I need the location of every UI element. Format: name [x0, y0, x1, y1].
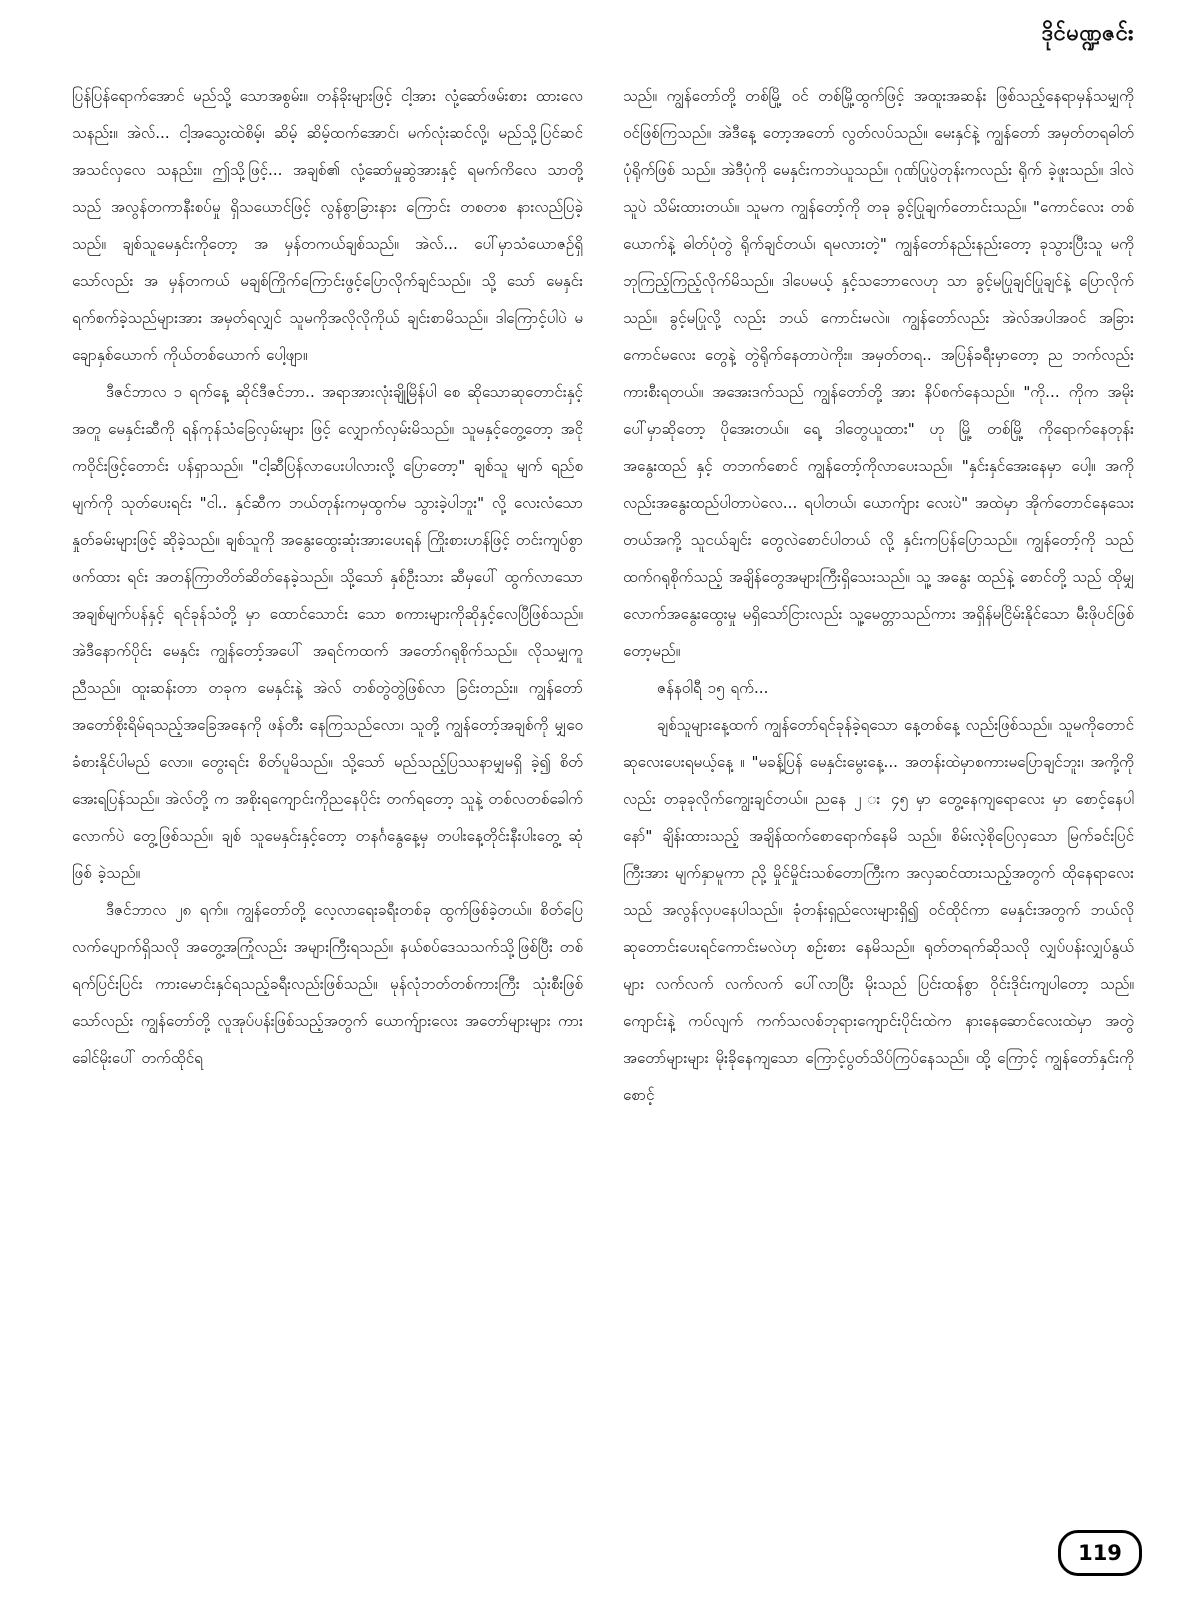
paragraph: ဇန်နဝါရီ ၁၅ ရက်... — [657, 679, 769, 697]
page-number: 119 — [1058, 1530, 1142, 1576]
text-columns — [72, 78, 1134, 1480]
paragraph: သည်။ ကျွန်တော်တို့ တစ်မြို့ ဝင် တစ်မြို့ထွက်ဖြင့် အထူးအဆန်း ဖြစ်သည့်နေရာမှန်သမျှကို ဝင်ဖြစ်ကြသည်။ အဲဒီနေ့ တော့အတော် လွတ်လပ်သည်။ မေးနှင်နဲ့ ကျွန်တော် အမှတ်တရဓါတ်ပုံရိုက်ဖြစ် သည်။ အဲဒီပုံကို မေနှင်းကဘဲယူသည်။ ဂုဏ်ပြုပွဲတုန်းကလည်း ရိုက် ခဲ့ဖူးသည်။ ဒါလဲသူပဲ သိမ်းထားတယ်။ သူမက ကျွန်တော့်ကို တခု ခွင့်ပြုချက်တောင်းသည်။ "ကောင်လေး တစ်ယောက်နဲ့ ဓါတ်ပုံတွဲ ရိုက်ချင်တယ်၊ ရမလားတဲ့" ကျွန်တော်နည်းနည်းတော့ ခုသွားပြီးသူ မကို ဘုကြည့်ကြည့်လိုက်မိသည်။ ဒါပေမယ့် နှင့်သဘောလေဟု သာ ခွင့်မပြုချင်ပြုချင်နဲ့ ပြောလိုက်သည်။ ခွင့်မပြုလို့ လည်း ဘယ် ကောင်းမလဲ။ ကျွန်တော်လည်း အဲလ်အပါအဝင် အခြားကောင်မလေး တွေနဲ့ တွဲရိုက်နေတာပဲကိုး။ အမှတ်တရ.. အပြန်ခရီးမှာတော့ ည ဘက်လည်းကားစီးရတယ်။ အအေးဒက်သည် ကျွန်တော်တို့ အား နိပ်စက်နေသည်။ "ကို... ကိုက အမိုးပေါ်မှာဆိုတော့ ပိုအေးတယ်။ ရေ့ ဒါတွေယူထား" ဟု မြို့ တစ်မြို့ ကိုရောက်နေတုန်း အနွေးထည် နှင့် တဘက်စောင် ကျွန်တော့်ကိုလာပေးသည်။ "နှင်းနှင်အေးနေမှာ ပေါ့။ အကိုလည်းအနွေးထည်ပါတာပဲလေ... ရပါတယ်၊ ယောက်ျား လေးပဲ" အထဲမှာ အိုက်တောင်နေသေးတယ်အကို့ သူငယ်ချင်း တွေလဲစောင်ပါတယ် လို့ နှင်းကပြန်ပြောသည်။ ကျွန်တော့်ကို သည် ထက်ဂရုစိုက်သည့် အချိန်တွေအများကြီးရှိသေးသည်။ သူ့ အနွေး ထည်နဲ့ စောင်တို့ သည် ထိုမျှလောက်အနွေးထွေးမှု မရှိသော်ငြားလည်း သူ့မေတ္တာသည်ကား အရှိန်မငြိမ်းနိုင်သော မီးဖိုပင်ဖြစ်တော့မည်။ — [623, 87, 1134, 660]
running-header: ဒိုင်မဏ္ဍဇင်း — [1041, 21, 1134, 46]
paragraph: ဒီဇင်ဘာလ ၁ ရက်နေ့ ဆိုင်ဒီဇင်ဘာ.. အရာအားလုံးချို့မြိန်ပါ စေ ဆိုသောဆုတောင်းနှင့်အတူ မေနှင်းဆီကို ရန်ကုန်သံခြေလှမ်းများ ဖြင့် လျှောက်လှမ်းမိသည်။ သူမနှင့်တွေ့တော့ အငိုကဝိုင်းဖြင့်တောင်း ပန်ရှာသည်။ "ငါ့ဆီပြန်လာပေးပါလားလို့ ပြောတော့" ချစ်သူ မျက် ရည်စမျက်ကို သုတ်ပေးရင်း "ငါ.. နှင်ဆီက ဘယ်တုန်းကမှထွက်မ သွားခဲ့ပါဘူး" လို့ လေးလံသော နှုတ်ခမ်းများဖြင့် ဆိုခဲ့သည်။ ချစ်သူကို အနွေးထွေးဆုံးအားပေးရန် ကြိုးစားဟန်ဖြင့် တင်းကျပ်စွာဖက်ထား ရင်း အတန်ကြာတိတ်ဆိတ်နေခဲ့သည်။ သို့သော် နှစ်ဦးသား ဆီမှပေါ် ထွက်လာသော အချစ်မျက်ပန်နှင့် ရင်ခုန်သံတို့ မှာ ထောင်သောင်း သော စကားများကိုဆိုနှင့်လေပြီဖြစ်သည်။ အဲဒီနောက်ပိုင်း မေနှင်း ကျွန်တော့်အပေါ် အရင်ကထက် အတော်ဂရုစိုက်သည်။ လိုသမျှကူ ညီသည်။ ထူးဆန်းတာ တခုက မေနှင်းနဲ့ အဲလ် တစ်တွဲတွဲဖြစ်လာ ခြင်းတည်း။ ကျွန်တော်အတော်စိုးရိမ်ရသည့်အခြေအနေကို ဖန်တီး နေကြသည်လော၊ သူတို့ ကျွန်တော့်အချစ်ကို မျှဝေခံစားနိုင်ပါမည် လော။ တွေးရင်း စိတ်ပူမိသည်။ သို့သော် မည်သည့်ပြဿနာမျှမရှိ ခဲ့၍ စိတ်အေးရပြန်သည်။ အဲလ်တို့ က အစိုးရကျောင်းကိုညနေပိုင်း တက်ရတော့ သူနဲ့ တစ်လတစ်ခေါက်လောက်ပဲ တွေ့ဖြစ်သည်။ ချစ် သူမေနှင်းနှင့်တော့ တနင်္ဂနွေနေ့မှ တပါးနေ့တိုင်းနီးပါးတွေ့ ဆုံဖြစ် ခဲ့သည်။ — [72, 383, 583, 882]
paragraph: ပြန်ပြန်ရောက်အောင် မည်သို့ သောအစွမ်း။ တန်ခိုးများဖြင့် ငါ့အား လုံ့ဆော်ဖမ်းစား ထားလေသနည်း။ အဲလ်... ငါ့အသွေးထဲစိမ့်၊ ဆိမ့် ဆိမ့်ထက်အောင်၊ မက်လုံးဆင်လို့၊ မည်သို့ပြင်ဆင် အသင်လှလေ သနည်း။ ဤသို့ဖြင့်... အချစ်၏ လုံ့ဆော်မှုဆွဲအားနှင့် ရမက်ကိလေ သာတို့ သည် အလွန်တကာနီးစပ်မှု ရှိသယောင်ဖြင့် လွန်စွာခြားနား ကြောင်း တစတစ နားလည်ပြခဲ့သည်။ ချစ်သူမေနှင်းကိုတော့ အ မှန်တကယ်ချစ်သည်။ အဲလ်... ပေါ်မှာသံယောဇဉ်ရှိသော်လည်း အ မှန်တကယ် မချစ်ကြိုက်ကြောင်းဖွင့်ပြောလိုက်ချင်သည်။ သို့ သော် မေနှင်းရက်စက်ခဲ့သည်များအား အမှတ်ရလျှင် သူမကိုအလိုလိုကိုယ် ချင်းစာမိသည်။ ဒါကြောင့်ပါပဲ မချောနှစ်ယောက် ကိုယ်တစ်ယောက် ပေါ့ဖျာ။ — [72, 87, 583, 364]
right-column — [623, 78, 1134, 1480]
paragraph: ဒီဇင်ဘာလ ၂၈ ရက်။ ကျွန်တော်တို့ လေ့လာရေးခရီးတစ်ခု ထွက်ဖြစ်ခဲ့တယ်။ စိတ်ပြေလက်ပျောက်ရှိသလို အတွေ့အကြုံလည်း အများကြီးရသည်။ နယ်စပ်ဒေသသက်သို့ဖြစ်ပြီး တစ်ရက်ပြင်းပြင်း ကားမောင်းနှင်ရသည့်ခရီးလည်းဖြစ်သည်။ မုန်လုံဘတ်တစ်ကားကြီး သုံးစီးဖြစ်သော်လည်း ကျွန်တော်တို့ လူအုပ်ပန်းဖြစ်သည့်အတွက် ယောက်ျားလေး အတော်များများ ကားခေါင်မိုးပေါ် တက်ထိုင်ရ — [72, 901, 583, 1067]
paragraph: ချစ်သူများနေ့ထက် ကျွန်တော်ရင်ခုန်ခဲ့ရသော နေ့တစ်နေ့ လည်းဖြစ်သည်။ သူမကိုတောင်ဆုလေးပေးရမယ့်နေ့ ။ "မခန့်ပြန် မေနှင်းမွေးနေ့... အတန်းထဲမှာစကားမပြောချင်ဘူး၊ အကို့ကိုလည်း တခုခုလိုက်ကျွေးချင်တယ်။ ညနေ ၂ း ၄၅ မှာ တွေ့နေကျရောလေး မှာ စောင့်နေပါနော်" ချိန်းထားသည့် အချိန်ထက်စောရောက်နေမိ သည်။ စိမ်းလဲ့စိုပြေလှသော မြက်ခင်းပြင်ကြီးအား မျက်နှာမူကာ ညို့ မှိုင်မှိုင်းသစ်တောကြီးက အလှဆင်ထားသည့်အတွက် ထိုနေရာလေး သည် အလွန်လှပနေပါသည်။ ခုံတန်းရှည်လေးများရှိ၍ ဝင်ထိုင်ကာ မေနှင်းအတွက် ဘယ်လိုဆုတောင်းပေးရင်ကောင်းမလဲဟု စဉ်းစား နေမိသည်။ ရုတ်တရက်ဆိုသလို လျှပ်ပန်းလျှပ်နွယ်များ လက်လက် လက်လက် ပေါ်လာပြီး မိုးသည် ပြင်းထန်စွာ ဝိုင်းဒိုင်းကျပါတော့ သည်။ ကျောင်းနဲ့ ကပ်လျက် ကက်သလစ်ဘုရားကျောင်းပိုင်းထဲက နားနေဆောင်လေးထဲမှာ အတွဲအတော်များများ မိုးခိုနေကျသော ကြောင့်ပွတ်သိပ်ကြပ်နေသည်။ ထို့ ကြောင့် ကျွန်တော်နှင်းကိုစောင့် — [623, 716, 1134, 1104]
left-column — [72, 78, 583, 1480]
